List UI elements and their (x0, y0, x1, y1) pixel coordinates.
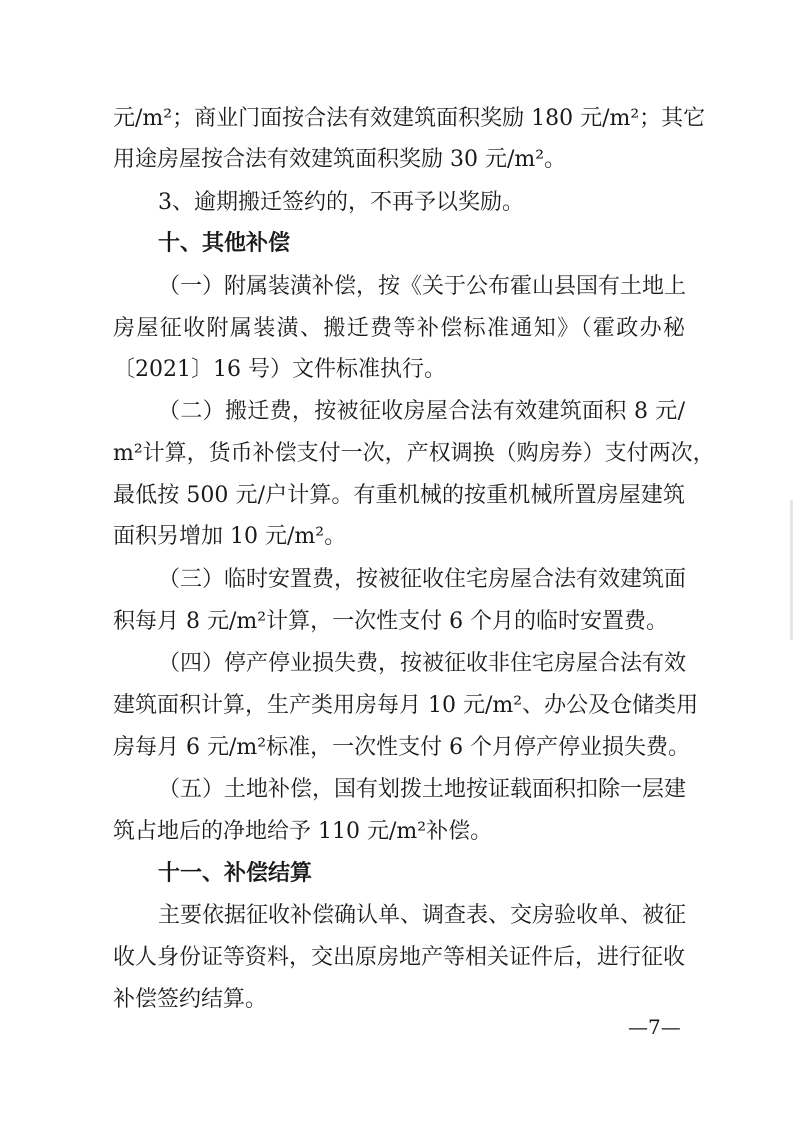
body-line (158, 188, 685, 218)
line-text: 筑占地后的净地给予 110 元/m²补偿。 (113, 819, 493, 844)
line-text: 元/m²；商业门面按合法有效建筑面积奖励 180 元/m²；其它 (113, 106, 706, 131)
body-line (158, 775, 685, 805)
body-line (113, 943, 685, 973)
body-line (113, 314, 685, 344)
body-line (113, 522, 685, 552)
heading-text: 十、其他补偿 (158, 231, 291, 256)
line-text: 最低按 500 元/户计算。有重机械的按重机械所置房屋建筑 (113, 483, 685, 508)
line-text: 3、逾期搬迁签约的，不再予以奖励。 (158, 190, 524, 215)
line-text: 建筑面积计算，生产类用房每月 10 元/m²、办公及仓储类用 (113, 693, 699, 718)
line-text: 积每月 8 元/m²计算，一次性支付 6 个月的临时安置费。 (113, 609, 669, 634)
line-text: 〔2021〕16 号）文件标准执行。 (113, 357, 446, 382)
line-text: （二）搬迁费，按被征收房屋合法有效建筑面积 8 元/ (158, 399, 685, 424)
line-text: 补偿签约结算。 (113, 987, 268, 1012)
line-text: 主要依据征收补偿确认单、调查表、交房验收单、被征 (158, 903, 687, 928)
body-line (113, 985, 685, 1015)
body-line (113, 481, 685, 511)
page-number: —7— (628, 1015, 681, 1039)
line-text: m²计算，货币补偿支付一次，产权调换（购房券）支付两次， (113, 441, 715, 466)
line-text: （三）临时安置费，按被征收住宅房屋合法有效建筑面 (158, 567, 687, 592)
body-line (113, 104, 706, 134)
line-text: （五）土地补偿，国有划拨土地按证载面积扣除一层建 (158, 777, 687, 802)
body-line (113, 145, 685, 175)
body-line (158, 397, 685, 427)
body-line (158, 901, 685, 931)
body-line (113, 355, 685, 385)
line-text: 收人身份证等资料，交出原房地产等相关证件后，进行征收 (113, 945, 686, 970)
body-line (158, 649, 685, 679)
body-line (158, 565, 685, 595)
body-line (113, 691, 699, 721)
line-text: （四）停产停业损失费，按被征收非住宅房屋合法有效 (158, 651, 687, 676)
body-line (113, 733, 691, 763)
section-heading (158, 229, 685, 259)
line-text: （一）附属装潢补偿，按《关于公布霍山县国有土地上 (158, 274, 687, 299)
heading-text: 十一、补偿结算 (158, 861, 313, 886)
line-text: 房屋征收附属装潢、搬迁费等补偿标准通知》（霍政办秘 (113, 316, 685, 341)
body-line (113, 817, 685, 847)
line-text: 面积另增加 10 元/m²。 (113, 524, 347, 549)
section-heading (158, 859, 685, 889)
line-text: 房每月 6 元/m²标准，一次性支付 6 个月停产停业损失费。 (113, 735, 691, 760)
body-line (158, 272, 685, 302)
body-line (113, 439, 715, 469)
body-line (113, 607, 685, 637)
line-text: 用途房屋按合法有效建筑面积奖励 30 元/m²。 (113, 147, 567, 172)
